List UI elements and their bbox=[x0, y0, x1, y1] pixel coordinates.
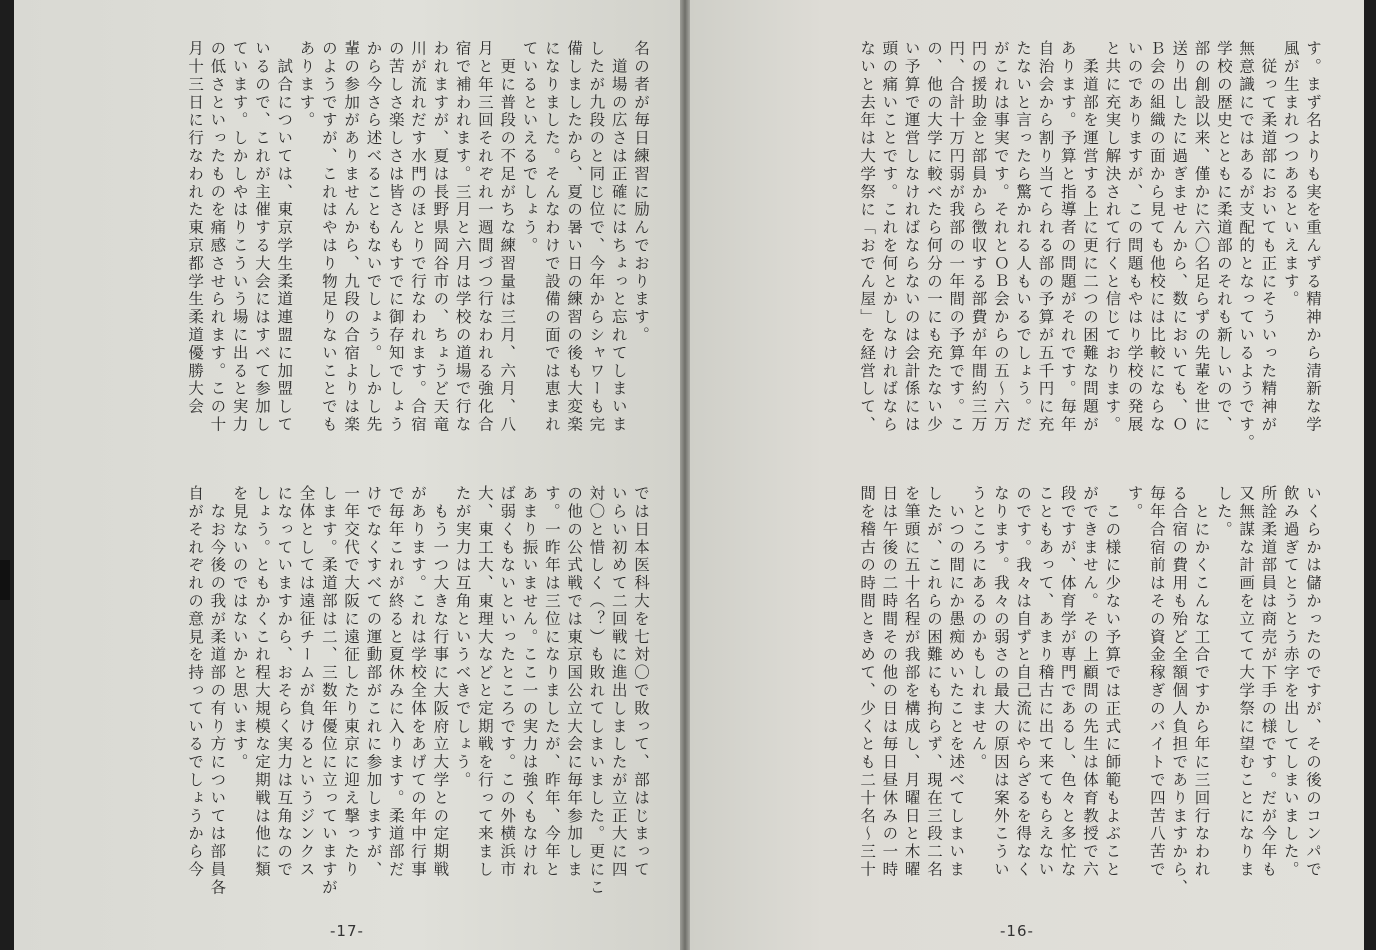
right-page-top-text: す。まず名よりも実を重んずる精神から清新な学 風が生まれつつあるといえます。 従って柔道部においても正にそういった精神が 無意識にではあるが支配的となっているようです。 学校の歴史とともに柔道部のそれも新しいので、 部の創設以来、僅かに六〇名足らずの先輩を世に 送り出したに過ぎませんから、数においても、Ｏ Ｂ会の組織の面から見ても他校には比較にならな いのでありますが、この問題もやはり学校の発展 と共に充実し解決されて行くと信じております。 柔道部を運営する上に更に二つの困難な問題が あります。予算と指導者の問題がそれです。毎年 自治会から割り当てられる部の予算が五千円に充 たないと言ったら驚かれる人もいるでしょう。だ がこれは事実です。それとＯＢ会からの五～六万 円の援助金と部員から徴収する部費が年間約三万 円、合計十万円弱が我部の一年間の予算です。こ の、他の大学に較べたら何分の一にも充たない少 い予算で運営しなければならないのは会計係には 頭の痛いことです。これを何とかしなければなら ないと去年は大学祭に「おでん屋」を経営して、 bbox=[858, 40, 1322, 452]
page-number-left: -17- bbox=[330, 922, 364, 940]
page-number-right: -16- bbox=[1000, 922, 1034, 940]
left-page-bottom-text: では日本医科大を七対〇で敗って、部はじまって いらい初めて二回戦に進出しましたが立正大に四 対〇と惜しく（？）も敗れてしまいました。更にこ の他の公式戦では東京国公立大会に毎年参加しま す。一昨年は三位になりましたが、昨年、今年と あまり振いません。ここ一の実力は強くもなけれ ば弱くもないといったところです。この外横浜市 大、東工大、東理大などと定期戦を行って来まし たが実力は互角というべきでしょう。 もう一つ大きな行事に大阪府立大学との定期戦 があります。これは学校全体をあげての年中行事 で毎年これが終ると夏休みに入ります。柔道部だ けでなくすべての運動部がこれに参加しますが、 一年交代で大阪に遠征したり東京に迎え撃ったり します。柔道部は二、三数年優位に立っていますが 全体としては遠征チームが負けるというジンクス になっていますから、おそらく実力は互角なので しょう。ともかくこれ程大規模な定期戦は他に類 を見ないのではないかと思います。 なお今後の我が柔道部の有り方については部員各 自がそれぞれの意見を持っているでしょうから今 bbox=[186, 485, 650, 897]
book-gutter bbox=[680, 0, 690, 950]
left-page bbox=[14, 0, 680, 950]
right-page-bottom-text: いくらかは儲かったのですが、その後のコンパで 飲み過ぎてとうとう赤字を出してしまいました。 所詮柔道部員は商売が下手の様です。だが今年も 又無謀な計画を立てて大学祭に望むことになりま した。 とにかくこんな工合ですから年に三回行なわれ る合宿の費用も殆ど全額個人負担でありますから、 毎年合宿前はその資金稼ぎのバイトで四苦八苦で す。 この様に少ない予算では正式に師範もよぶこと ができません。その上顧問の先生は体育教授で六 段ですが、体育学が専門であるし、色々と多忙な こともあって、あまり稽古に出て来てもらえない のです。我々は自ずと自己流にやらざるを得なく なります。我々の弱さの最大の原因は案外こうい うところにあるのかもしれません。 いつの間にか愚痴めいたことを述べてしまいま したが、これらの困難にも拘らず、現在三段二名 を筆頭に五十名程が我部を構成し、月曜日と木曜 日は午後の二時間その他の日は毎日昼休みの一時 間を稽古の時間ときめて、少くとも二十名～三十 bbox=[858, 485, 1322, 897]
right-page bbox=[690, 0, 1364, 950]
binding-mark bbox=[0, 560, 10, 600]
left-page-top-text: 名の者が毎日練習に励んでおります。 道場の広さは正確にはちょっと忘れてしまいま したが九段のと同じ位で、今年からシャワーも完 備しましたから、夏の暑い日の練習の後も大変楽 になりました。そんなわけで設備の面では恵まれ ているといえるでしょう。 更に普段の不足がちな練習量は三月、六月、八 月と年三回それぞれ一週間づつ行なわれる強化合 宿で補われます。三月と六月は学校の道場で行な われますが、夏は長野県岡谷市の、ちょうど天竜 川が流れだす水門のほとりで行なわれます。合宿 の苦しさ楽しさは皆さんもすでに御存知でしょう から今さら述べることもないでしょう。しかし先 輩の参加がありませんから、九段の合宿よりは楽 のようですが、これはやはり物足りないことでも あります。 試合については、東京学生柔道連盟に加盟して いるので、これが主催する大会にはすべて参加し ています。しかしやはりこういう場に出ると実力 の低さといったものを痛感させられます。この十 月十三日に行なわれた東京都学生柔道優勝大会 bbox=[186, 40, 650, 434]
